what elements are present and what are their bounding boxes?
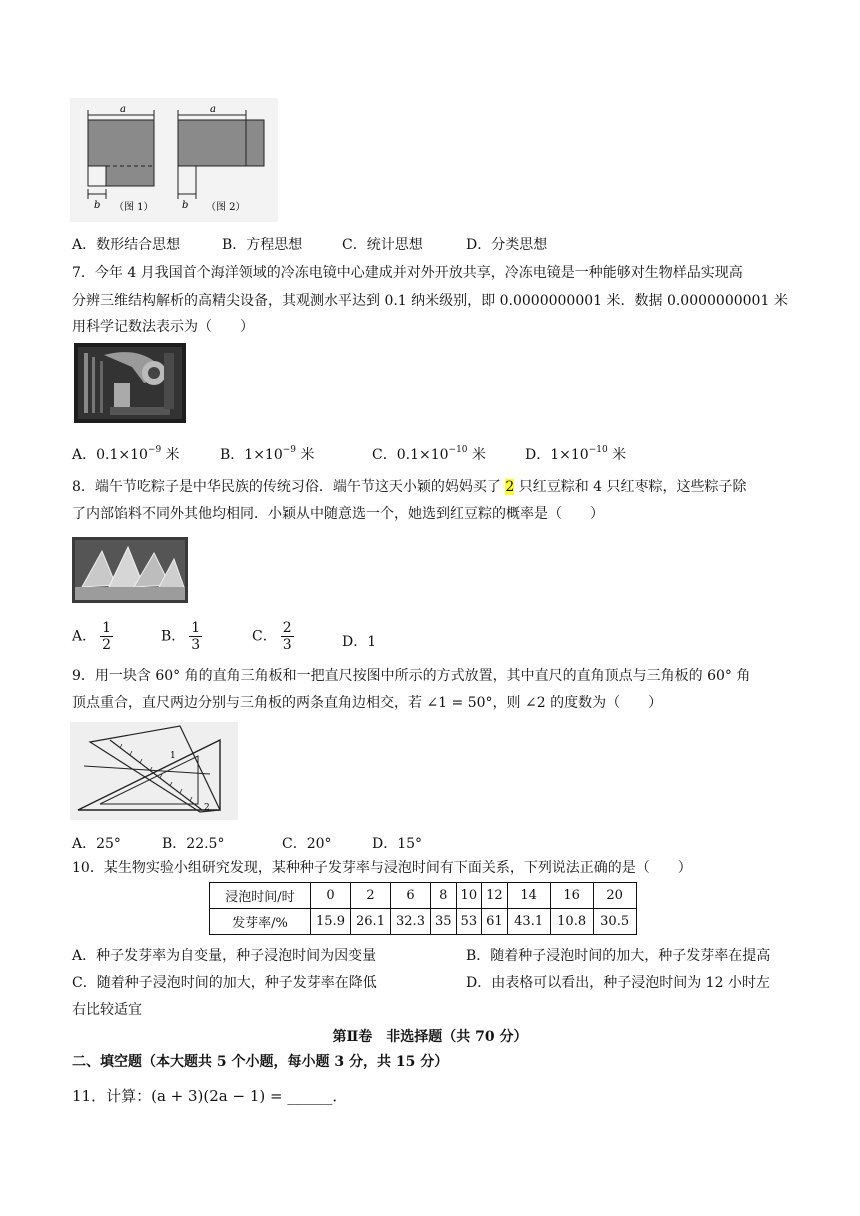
fig1-caption: （图 1） — [114, 202, 154, 213]
ruler-triangle-diagram — [70, 722, 238, 820]
q10-option-d-continued: 右比较适宜 — [72, 1002, 142, 1018]
fig1-label-a: a — [120, 104, 126, 115]
q6-figure — [70, 98, 278, 222]
q9-angle-2-label: 2 — [204, 803, 210, 813]
q6-option-a: A．数形结合思想 — [72, 237, 181, 253]
table-row — [210, 909, 637, 935]
q10-text-line1: 10．某生物实验小组研究发现，某种种子发芽率与浸泡时间有下面关系，下列说法正确的是（ ） — [72, 860, 692, 876]
fig1-label-b: b — [94, 200, 101, 211]
q8-option-b: B． $\frac{1}{3}$ — [161, 620, 201, 653]
q9-option-d: D．15° — [372, 836, 423, 852]
q6-option-d: D．分类思想 — [466, 237, 548, 253]
fig2-caption: （图 2） — [206, 202, 246, 213]
table-cell: 26.1 — [351, 909, 391, 935]
table-cell: 12 — [482, 883, 508, 909]
q9-option-b: B．22.5° — [162, 836, 225, 852]
q9-angle-1-label: 1 — [170, 751, 176, 761]
table-cell: 0 — [311, 883, 351, 909]
q8-text-line2: 了内部馅料不同外其他均相同．小颖从中随意选一个，她选到红豆粽的概率是（ ） — [72, 506, 604, 522]
section-subtitle: 二、填空题（本大题共 5 个小题，每小题 3 分，共 15 分） — [72, 1054, 449, 1070]
fig2-label-b: b — [182, 200, 189, 211]
q8-option-c: C． $\frac{2}{3}$ — [252, 620, 292, 653]
table-cell: 32.3 — [391, 909, 431, 935]
q6-diagram — [70, 98, 278, 222]
table-cell: 61 — [482, 909, 508, 935]
table-cell: 8 — [431, 883, 457, 909]
q10-option-a: A．种子发芽率为自变量，种子浸泡时间为因变量 — [72, 948, 377, 964]
q9-text-line2: 顶点重合，直尺两边分别与三角板的两条直角边相交，若 ∠1 = 50°，则 ∠2 的度数为（ ） — [72, 695, 663, 711]
q9-option-a: A．25° — [72, 836, 121, 852]
q7-text-line3: 用科学记数法表示为（ ） — [72, 319, 254, 335]
table-cell: 20 — [593, 883, 636, 909]
q6-option-b: B．方程思想 — [222, 237, 303, 253]
table-row — [210, 883, 637, 909]
q8-option-a: A． $\frac{1}{2}$ — [72, 620, 112, 653]
table-cell: 35 — [431, 909, 457, 935]
q10-option-d: D．由表格可以看出，种子浸泡时间为 12 小时左 — [466, 975, 770, 991]
q7-option-d: D．$1\times 10^{-10}$ 米 — [525, 445, 627, 463]
table-header-cell: 浸泡时间/时 — [210, 883, 311, 909]
table-cell: 6 — [391, 883, 431, 909]
q7-option-b: B．$1\times 10^{-9}$ 米 — [220, 445, 315, 463]
q7-text-line1: 7．今年 4 月我国首个海洋领域的冷冻电镜中心建成并对外开放共享，冷冻电镜是一种能够对生物样品实现高 — [72, 265, 743, 281]
q9-option-c: C．20° — [282, 836, 332, 852]
fig2-label-a: a — [210, 104, 216, 115]
table-cell: 14 — [507, 883, 550, 909]
q7-microscope-photo — [74, 343, 186, 423]
zongzi-image — [72, 537, 188, 603]
q6-option-c: C．统计思想 — [342, 237, 423, 253]
q10-data-table — [209, 882, 637, 935]
q9-text-line1: 9．用一块含 60° 角的直角三角板和一把直尺按图中所示的方式放置，其中直尺的直角顶点与三角板的 60° 角 — [72, 668, 751, 684]
table-cell: 15.9 — [311, 909, 351, 935]
q10-option-b: B．随着种子浸泡时间的加大，种子发芽率在提高 — [466, 948, 771, 964]
q8-text-line1: 8．端午节吃粽子是中华民族的传统习俗．端午节这天小颖的妈妈买了 2 只红豆粽和 4 只红枣粽，这些粽子除 — [72, 479, 747, 495]
table-cell: 16 — [550, 883, 593, 909]
microscope-image — [74, 343, 186, 423]
table-cell: 53 — [456, 909, 482, 935]
q8-zongzi-photo — [72, 537, 188, 603]
highlight-mark: 2 — [505, 479, 515, 495]
q9-figure — [70, 722, 238, 820]
q7-option-a: A．$0.1\times 10^{-9}$ 米 — [72, 445, 180, 463]
q7-option-c: C．$0.1\times 10^{-10}$ 米 — [372, 445, 486, 463]
table-cell: 43.1 — [507, 909, 550, 935]
table-header-cell: 发芽率/% — [210, 909, 311, 935]
table-cell: 30.5 — [593, 909, 636, 935]
q8-option-d: D．1 — [342, 634, 377, 650]
table-cell: 10.8 — [550, 909, 593, 935]
section-title: 第Ⅱ卷 非选择题（共 70 分） — [332, 1029, 528, 1045]
q10-option-c: C．随着种子浸泡时间的加大，种子发芽率在降低 — [72, 975, 377, 991]
table-cell: 2 — [351, 883, 391, 909]
q7-text-line2: 分辨三维结构解析的高精尖设备，其观测水平达到 0.1 纳米级别，即 0.0000000001 米．数据 0.0000000001 米 — [72, 293, 788, 309]
q11-text: 11．计算：(a + 3)(2a − 1) = ______． — [72, 1087, 348, 1105]
table-cell: 10 — [456, 883, 482, 909]
